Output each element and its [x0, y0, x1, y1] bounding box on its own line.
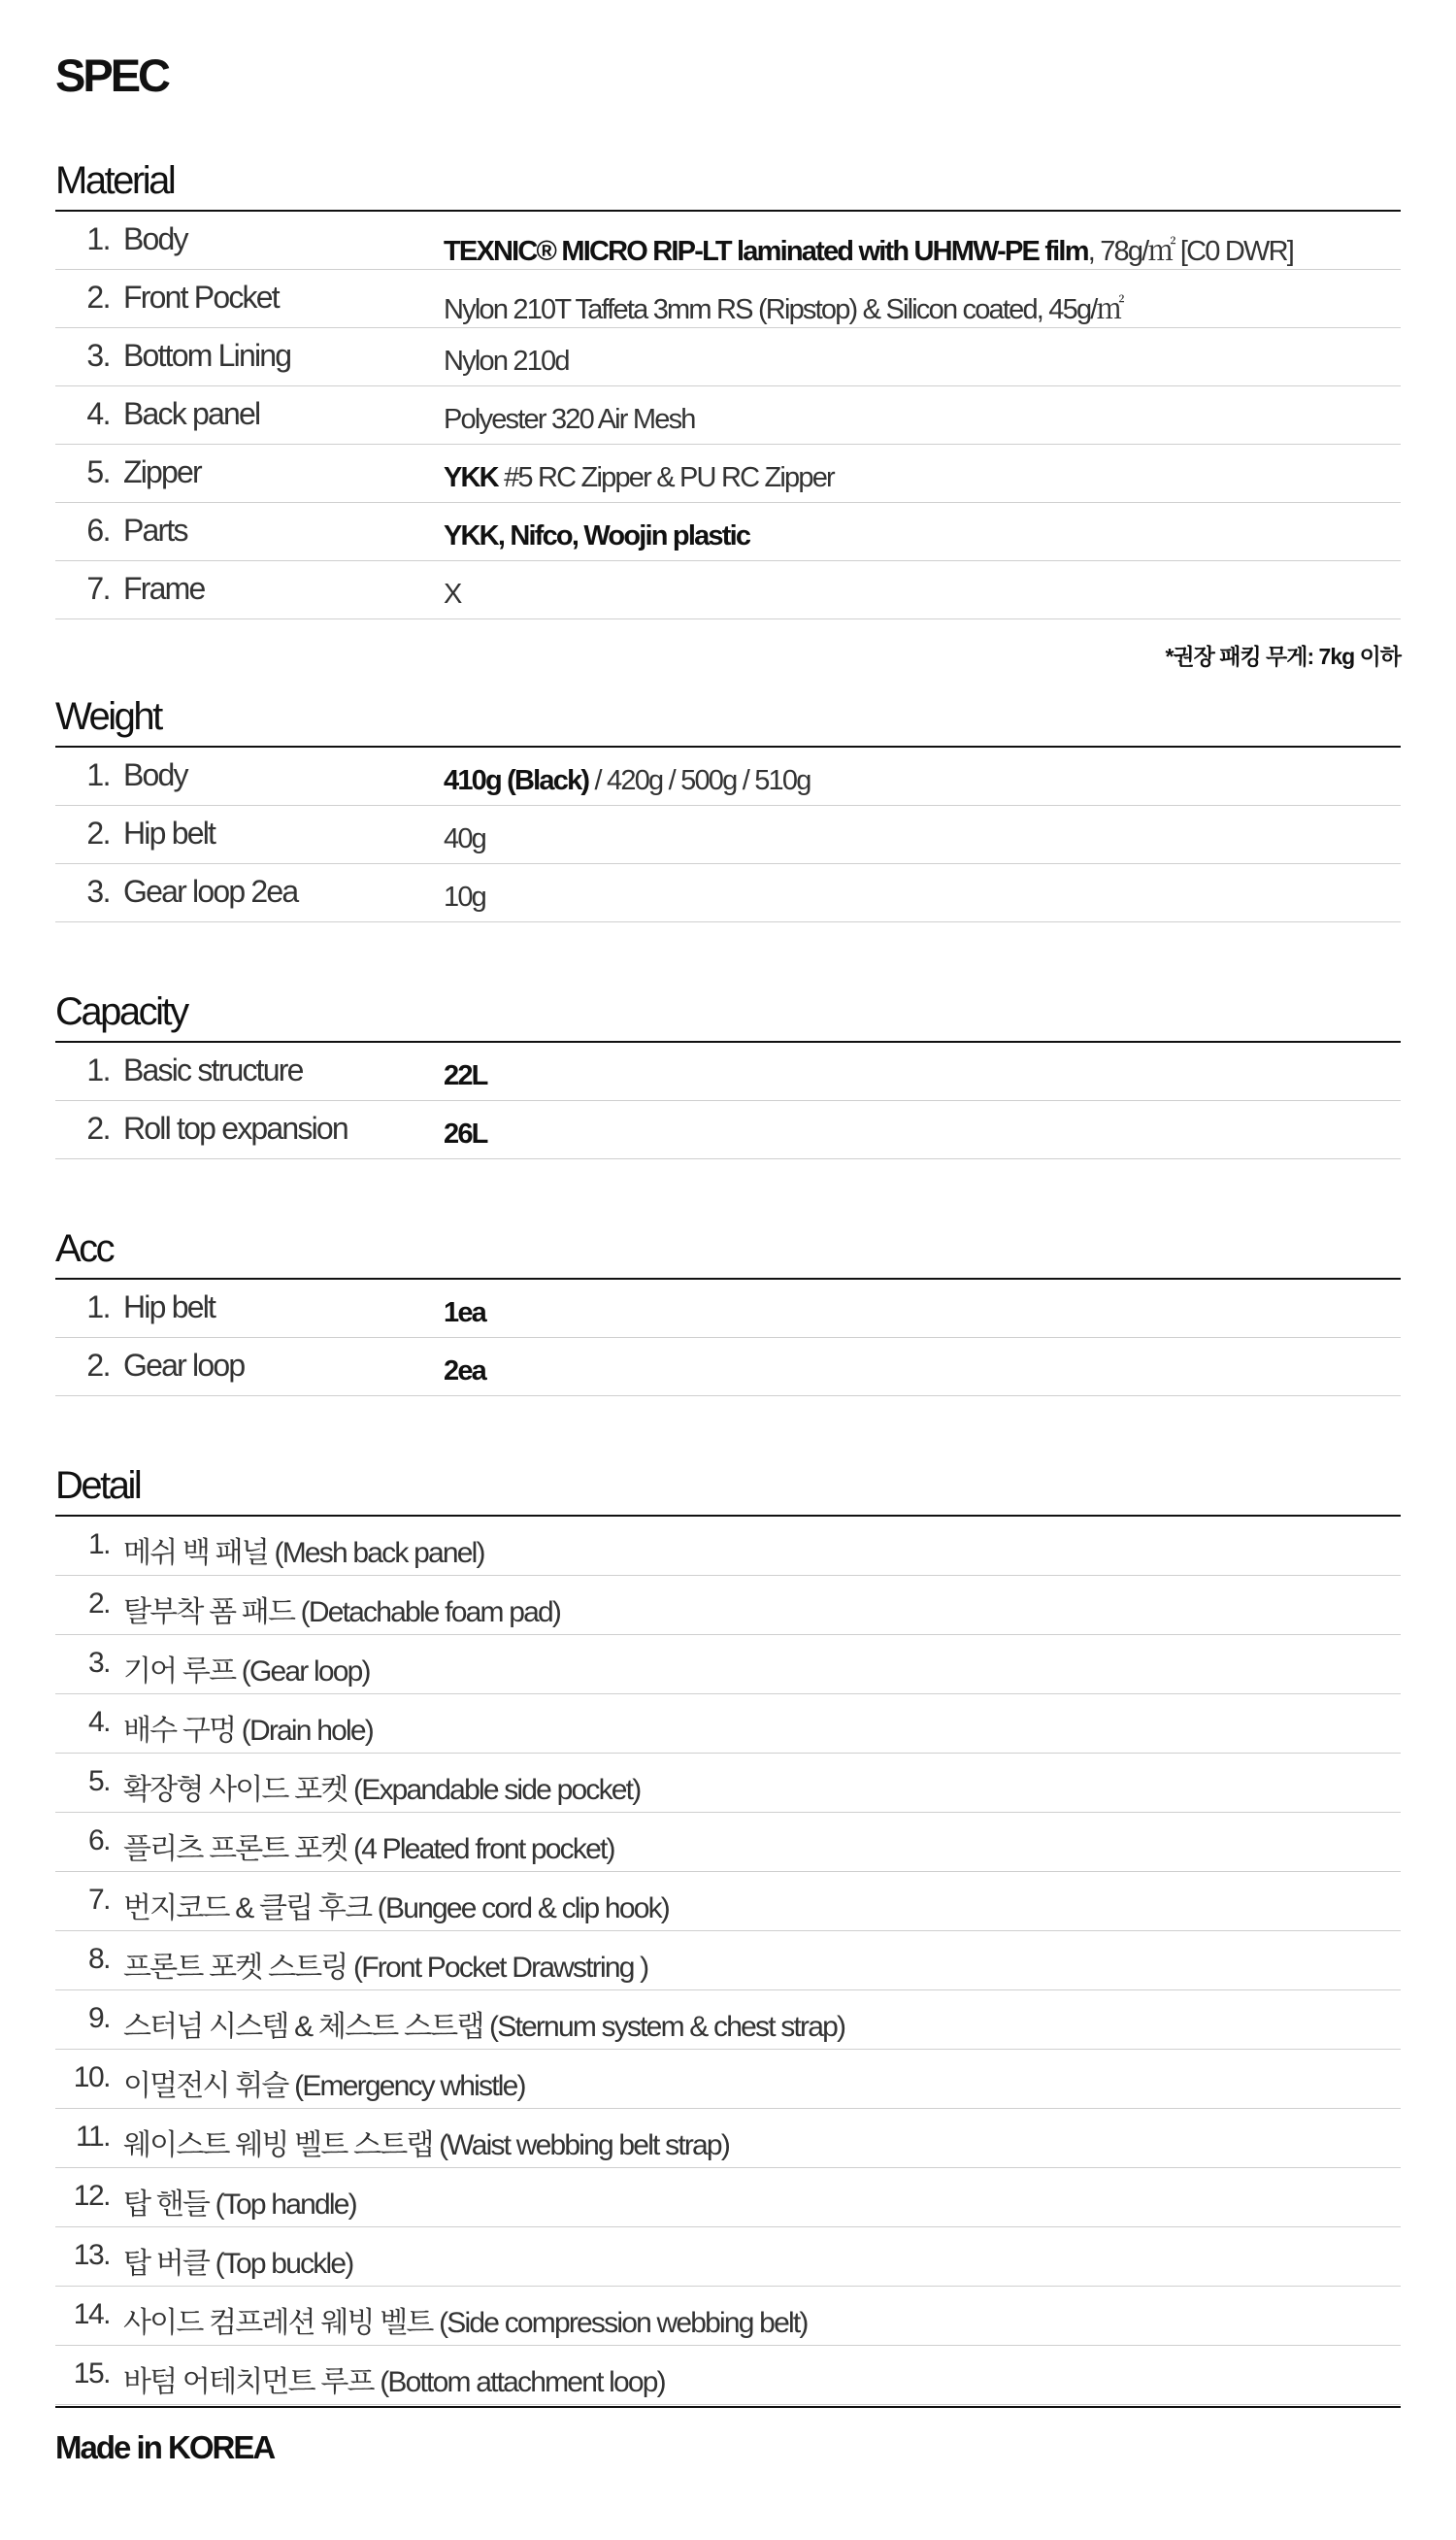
table-row: [55, 748, 1401, 806]
row-number: 2.: [86, 816, 110, 851]
table-row: [55, 561, 1401, 619]
row-value: [444, 1297, 485, 1329]
row-label: Zipper: [123, 454, 201, 489]
row-label: 탑 버클 (Top buckle): [123, 2248, 353, 2280]
row-number: 1.: [86, 1053, 110, 1087]
row-value-bold: 1ea: [444, 1297, 485, 1328]
table-row: [55, 2346, 1401, 2405]
row-number: 13.: [73, 2239, 110, 2271]
row-number: 11.: [76, 2121, 110, 2153]
row-number: 3.: [86, 874, 110, 909]
table-row: [55, 1872, 1401, 1931]
row-label: 플리츠 프론트 포켓 (4 Pleated front pocket): [123, 1833, 614, 1865]
row-value-text: Nylon 210T Taffeta 3mm RS (Ripstop) & Silicon coated, 45g/㎡: [444, 294, 1123, 325]
row-value: [444, 520, 749, 552]
table-row: [55, 2109, 1401, 2168]
row-label: 탑 핸들 (Top handle): [123, 2189, 356, 2221]
table-row: [55, 2050, 1401, 2109]
section-title: Acc: [55, 1227, 114, 1270]
made-in-label: Made in KOREA: [55, 2429, 275, 2465]
row-label: Body: [123, 757, 187, 792]
row-value: [444, 462, 834, 494]
table-row: [55, 2287, 1401, 2346]
row-label: 사이드 컴프레션 웨빙 벨트 (Side compression webbing belt): [123, 2307, 808, 2339]
table-row: [55, 386, 1401, 445]
row-label: 웨이스트 웨빙 벨트 스트랩 (Waist webbing belt strap): [123, 2129, 730, 2161]
row-number: 2.: [86, 280, 110, 315]
table-row: [55, 1338, 1401, 1396]
row-label: 배수 구멍 (Drain hole): [123, 1715, 373, 1747]
table-row: [55, 445, 1401, 503]
row-label: 확장형 사이드 포켓 (Expandable side pocket): [123, 1774, 641, 1806]
section-title: Weight: [55, 695, 161, 738]
row-label: 번지코드 & 클립 후크 (Bungee cord & clip hook): [123, 1892, 669, 1924]
row-label: Frame: [123, 571, 205, 606]
row-value: [444, 1060, 487, 1092]
row-label: 스터넘 시스템 & 체스트 스트랩 (Sternum system & chest strap): [123, 2011, 845, 2043]
row-value-bold: 26L: [444, 1119, 487, 1150]
row-value-bold: YKK: [444, 462, 498, 493]
row-number: 5.: [87, 1765, 110, 1797]
row-number: 2.: [86, 1348, 110, 1383]
row-number: 5.: [86, 454, 110, 489]
table-row: [55, 1754, 1401, 1813]
row-value: [444, 1119, 487, 1151]
table-row: [55, 212, 1401, 270]
acc-table: [55, 1280, 1401, 1396]
row-value: [444, 346, 569, 378]
row-value: [444, 579, 461, 611]
row-number: 1.: [87, 1528, 110, 1560]
row-number: 1.: [86, 757, 110, 792]
row-number: 1.: [86, 1289, 110, 1324]
row-label: 기어 루프 (Gear loop): [123, 1655, 370, 1688]
table-row: [55, 1517, 1401, 1576]
row-label: Parts: [123, 513, 187, 548]
row-number: 9.: [87, 2002, 110, 2034]
capacity-table: [55, 1043, 1401, 1159]
row-value-text: X: [444, 579, 461, 610]
row-label: Basic structure: [123, 1053, 303, 1087]
detail-section: [55, 1460, 1401, 2405]
row-number: 8.: [87, 1943, 110, 1975]
row-number: 7.: [86, 571, 110, 606]
table-row: [55, 1813, 1401, 1872]
page-title: SPEC: [55, 50, 168, 101]
row-value-text: 10g: [444, 882, 485, 913]
row-value-bold: 22L: [444, 1060, 487, 1091]
row-label: Roll top expansion: [123, 1111, 347, 1146]
table-row: [55, 2227, 1401, 2287]
table-row: [55, 1101, 1401, 1159]
row-number: 1.: [86, 221, 110, 256]
table-row: [55, 864, 1401, 922]
material-section: [55, 155, 1401, 619]
table-row: [55, 806, 1401, 864]
row-value-text: Nylon 210d: [444, 346, 569, 377]
row-value: [444, 229, 1293, 269]
table-row: [55, 1280, 1401, 1338]
capacity-section: [55, 986, 1401, 1159]
weight-section: [55, 691, 1401, 922]
table-row: [55, 328, 1401, 386]
table-row: [55, 1576, 1401, 1635]
row-value-bold: TEXNIC® MICRO RIP-LT laminated with UHMW-PE film: [444, 236, 1088, 267]
section-title: Material: [55, 159, 175, 202]
table-row: [55, 503, 1401, 561]
footer-divider: [55, 2406, 1401, 2408]
row-label: Body: [123, 221, 187, 256]
table-row: [55, 1635, 1401, 1694]
row-label: 탈부착 폼 패드 (Detachable foam pad): [123, 1596, 561, 1628]
row-value: [444, 882, 485, 914]
row-value: [444, 404, 695, 436]
row-value-text: , 78g/㎡ [C0 DWR]: [1087, 236, 1294, 267]
row-value-text: 40g: [444, 823, 485, 854]
row-number: 3.: [86, 338, 110, 373]
row-label: Hip belt: [123, 816, 215, 851]
table-row: [55, 1694, 1401, 1754]
table-row: [55, 1043, 1401, 1101]
row-number: 3.: [87, 1647, 110, 1679]
row-value-bold: 2ea: [444, 1355, 485, 1387]
row-value-text: / 420g / 500g / 510g: [588, 765, 811, 796]
row-label: 메쉬 백 패널 (Mesh back panel): [123, 1537, 484, 1569]
row-label: Front Pocket: [123, 280, 279, 315]
weight-table: [55, 748, 1401, 922]
row-number: 10.: [73, 2061, 110, 2093]
row-label: 프론트 포켓 스트링 (Front Pocket Drawstring ): [123, 1952, 648, 1984]
row-label: Gear loop: [123, 1348, 245, 1383]
row-number: 15.: [73, 2357, 110, 2390]
table-row: [55, 1990, 1401, 2050]
material-table: [55, 212, 1401, 619]
row-number: 4.: [87, 1706, 110, 1738]
row-label: Gear loop 2ea: [123, 874, 298, 909]
row-number: 2.: [86, 1111, 110, 1146]
row-number: 14.: [73, 2298, 110, 2330]
row-value-text: Polyester 320 Air Mesh: [444, 404, 695, 435]
acc-section: [55, 1223, 1401, 1396]
row-value-text: #5 RC Zipper & PU RC Zipper: [497, 462, 834, 493]
row-value-bold: 410g (Black): [444, 765, 589, 796]
table-row: [55, 270, 1401, 328]
row-value: [444, 823, 485, 855]
table-row: [55, 2168, 1401, 2227]
row-label: Bottom Lining: [123, 338, 291, 373]
row-value: [444, 765, 811, 797]
row-label: 이멀전시 휘슬 (Emergency whistle): [123, 2070, 525, 2102]
row-value-bold: YKK, Nifco, Woojin plastic: [444, 520, 750, 551]
row-number: 7.: [87, 1884, 110, 1916]
packing-weight-note: *권장 패킹 무게: 7kg 이하: [1165, 644, 1401, 669]
section-title: Detail: [55, 1464, 141, 1507]
row-label: Back panel: [123, 396, 260, 431]
table-row: [55, 1931, 1401, 1990]
row-number: 4.: [86, 396, 110, 431]
row-number: 2.: [87, 1588, 110, 1620]
section-title: Capacity: [55, 990, 187, 1033]
row-number: 6.: [86, 513, 110, 548]
detail-list: [55, 1517, 1401, 2405]
row-label: 바텀 어테치먼트 루프 (Bottom attachment loop): [123, 2366, 665, 2398]
row-value: [444, 287, 1123, 327]
row-label: Hip belt: [123, 1289, 215, 1324]
row-number: 12.: [73, 2180, 110, 2212]
row-value: [444, 1355, 485, 1387]
row-number: 6.: [87, 1824, 110, 1856]
